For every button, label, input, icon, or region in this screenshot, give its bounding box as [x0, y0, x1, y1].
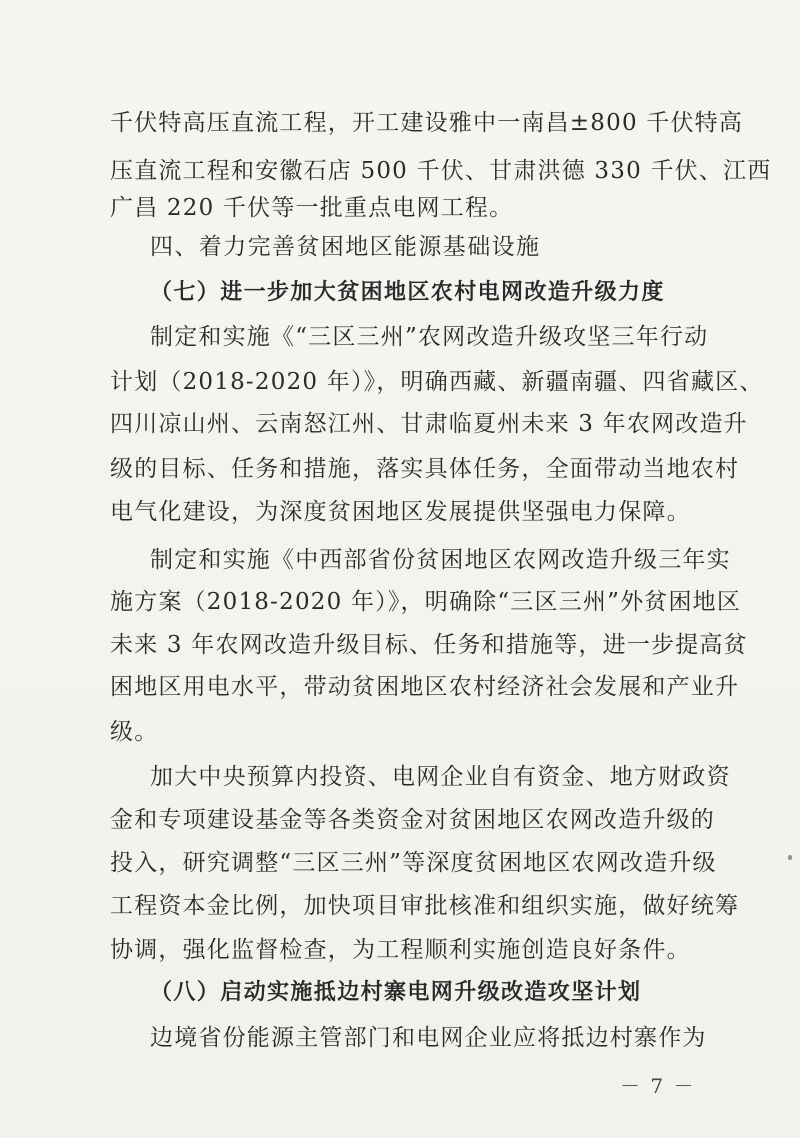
text-line: 协调，强化监督检查，为工程顺利实施创造良好条件。: [110, 937, 691, 963]
text-line: 级。: [110, 719, 159, 745]
text-line: 金和专项建设基金等各类资金对贫困地区农网改造升级的: [110, 807, 715, 833]
text-line: 级的目标、任务和措施，落实具体任务，全面带动当地农村: [110, 456, 740, 482]
text-line: 未来 3 年农网改造升级目标、任务和措施等，进一步提高贫: [110, 632, 748, 658]
text-line: 边境省份能源主管部门和电网企业应将抵边村寨作为: [150, 1025, 707, 1051]
text-line: 压直流工程和安徽石店 500 千伏、甘肃洪德 330 千伏、江西: [110, 158, 772, 184]
scan-mark: [788, 855, 792, 860]
subsection-heading: （八）启动实施抵边村寨电网升级改造攻坚计划: [150, 980, 642, 1005]
text-line: 广昌 220 千伏等一批重点电网工程。: [110, 195, 514, 221]
text-line: 困地区用电水平，带动贫困地区农村经济社会发展和产业升: [110, 674, 740, 700]
text-line: 制定和实施《中西部省份贫困地区农网改造升级三年实: [150, 547, 731, 573]
text-line: 加大中央预算内投资、电网企业自有资金、地方财政资: [150, 764, 731, 790]
section-heading: 四、着力完善贫困地区能源基础设施: [150, 234, 541, 260]
text-line: 工程资本金比例，加快项目审批核准和组织实施，做好统筹: [110, 893, 740, 919]
text-line: 施方案（2018-2020 年）》，明确除“三区三州”外贫困地区: [110, 589, 742, 615]
text-line: 计划（2018-2020 年）》，明确西藏、新疆南疆、四省藏区、: [110, 369, 764, 395]
text-line: 四川凉山州、云南怒江州、甘肃临夏州未来 3 年农网改造升: [110, 411, 748, 437]
page-number: － 7 －: [620, 1074, 696, 1098]
text-line: 千伏特高压直流工程，开工建设雅中一南昌±800 千伏特高: [110, 110, 744, 136]
text-line: 电气化建设，为深度贫困地区发展提供坚强电力保障。: [110, 499, 691, 525]
subsection-heading: （七）进一步加大贫困地区农村电网改造升级力度: [150, 280, 665, 305]
text-line: 制定和实施《“三区三州”农网改造升级攻坚三年行动: [150, 324, 709, 350]
text-line: 投入，研究调整“三区三州”等深度贫困地区农网改造升级: [110, 850, 717, 876]
